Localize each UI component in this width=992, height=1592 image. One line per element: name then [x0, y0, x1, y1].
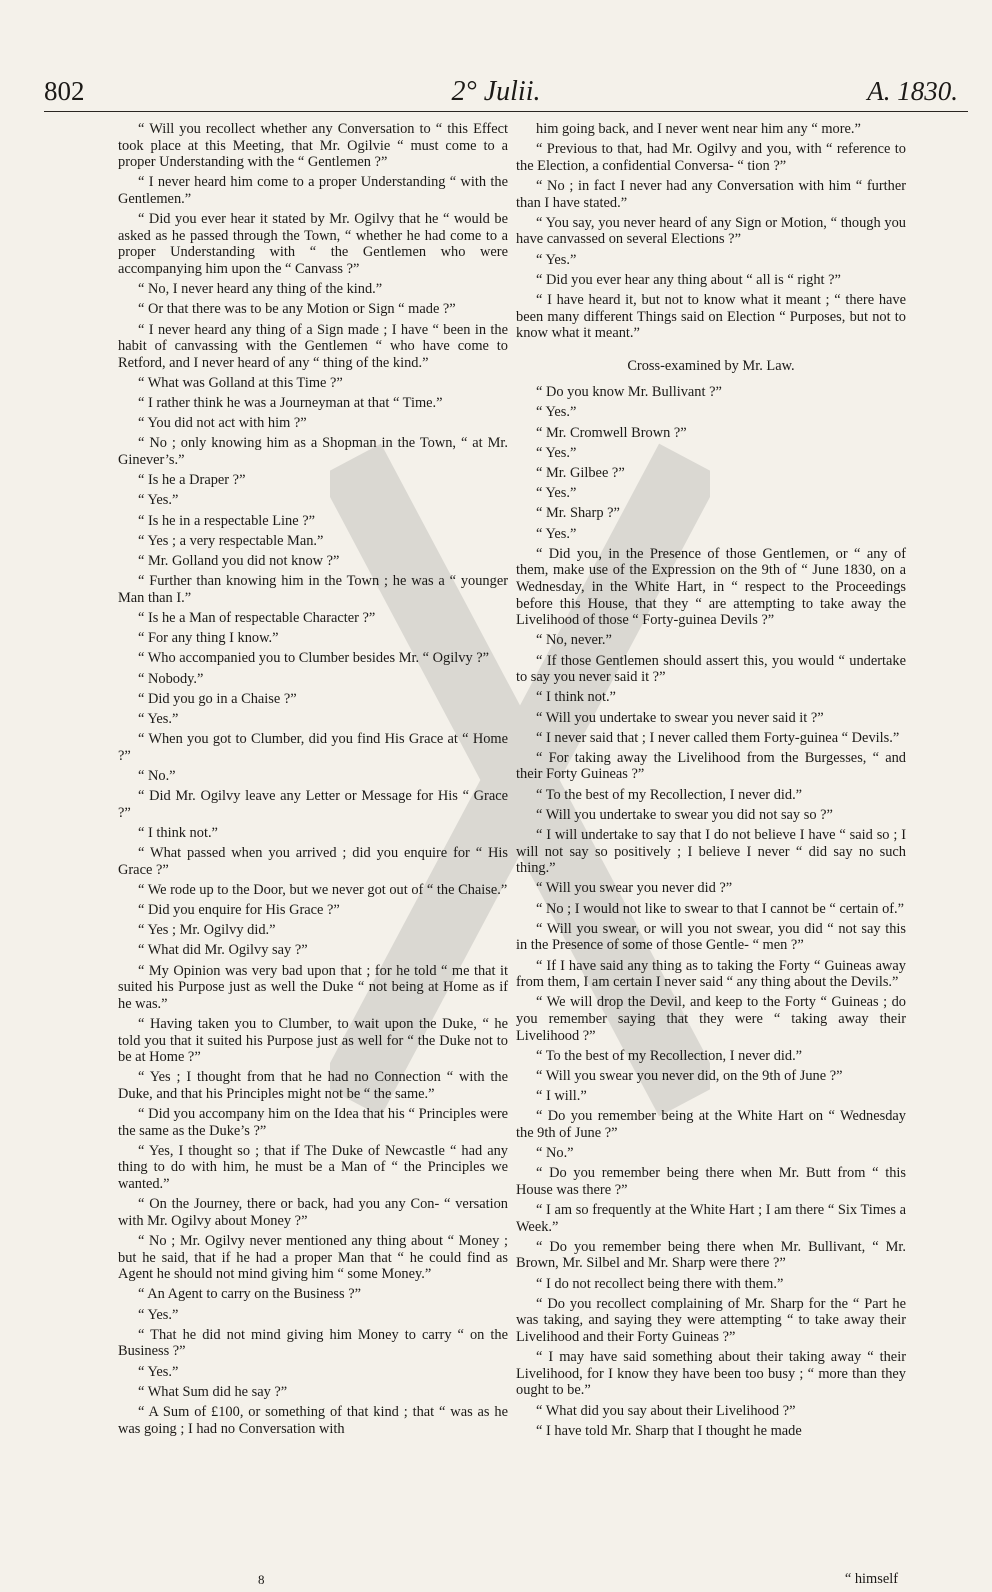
right-column-top: [516, 121, 906, 342]
testimony-paragraph: “ My Opinion was very bad upon that ; for he told “ me that it suited his Purpose just as well the Duke “ not being at Home as if he was.”: [118, 962, 508, 1012]
testimony-paragraph: “ What did you say about their Livelihood ?”: [536, 1402, 796, 1419]
testimony-paragraph: “ No ; only knowing him as a Shopman in the Town, “ at Mr. Ginever’s.”: [118, 435, 508, 469]
testimony-paragraph: “ Yes.”: [138, 710, 179, 727]
testimony-paragraph: “ I will undertake to say that I do not believe I have “ said so ; I will not say so positively ; I believe I never “ did say no such thing.”: [516, 827, 906, 877]
testimony-paragraph: “ Did you, in the Presence of those Gentlemen, or “ any of them, make use of the Expression on the 9th of “ June 1830, on a Wednesday, in the White Hart, in “ respect to the Proceedings before this House, that they “ are attempting to take away the Livelihood of those “ Forty-guinea Devils ?”: [516, 545, 906, 629]
testimony-paragraph: “ We will drop the Devil, and keep to the Forty “ Guineas ; do you remember saying that they were “ taking away their Livelihood ?”: [516, 994, 906, 1044]
testimony-paragraph: “ I think not.”: [536, 689, 616, 706]
testimony-paragraph: “ If I have said any thing as to taking the Forty “ Guineas away from them, I am certain I never said “ any thing about the Devils.”: [516, 957, 906, 991]
testimony-paragraph: “ Further than knowing him in the Town ; he was a “ younger Man than I.”: [118, 573, 508, 606]
testimony-paragraph: “ Will you swear you never did, on the 9th of June ?”: [536, 1067, 843, 1084]
testimony-paragraph: “ What did Mr. Ogilvy say ?”: [138, 942, 308, 959]
cross-examination-heading: Cross-examined by Mr. Law.: [627, 357, 795, 374]
testimony-paragraph: “ No.”: [138, 767, 176, 784]
header-rule: [44, 111, 968, 112]
catchword: “ himself: [844, 1571, 898, 1587]
testimony-paragraph: “ Nobody.”: [138, 670, 204, 687]
testimony-paragraph: “ Yes.”: [138, 1306, 179, 1323]
testimony-paragraph: “ For taking away the Livelihood from the Burgesses, “ and their Forty Guineas ?”: [516, 749, 906, 783]
testimony-paragraph: “ When you got to Clumber, did you find His Grace at “ Home ?”: [118, 731, 508, 764]
testimony-paragraph: “ I am so frequently at the White Hart ; I am there “ Six Times a Week.”: [516, 1202, 906, 1235]
page-date: 2° Julii.: [451, 76, 541, 107]
testimony-paragraph: “ What was Golland at this Time ?”: [138, 374, 343, 391]
testimony-paragraph: “ Mr. Sharp ?”: [536, 505, 620, 522]
signature-mark: 8: [258, 1572, 265, 1587]
testimony-paragraph: “ Yes.”: [138, 1363, 179, 1380]
testimony-paragraph: “ I rather think he was a Journeyman at that “ Time.”: [138, 395, 443, 412]
right-column-bottom: [516, 384, 906, 1439]
testimony-paragraph: “ Will you recollect whether any Conversation to “ this Effect took place at this Meeting, that Mr. Ogilvie “ must come to a proper Understanding with the “ Gentlemen ?”: [118, 121, 508, 171]
testimony-paragraph: “ Previous to that, had Mr. Ogilvy and you, with “ reference to the Election, a confidential Conversa- “ tion ?”: [516, 141, 906, 174]
testimony-paragraph: “ Yes.”: [536, 525, 577, 542]
testimony-paragraph: “ I never said that ; I never called them Forty-guinea “ Devils.”: [536, 729, 900, 746]
testimony-paragraph: “ You did not act with him ?”: [138, 415, 307, 432]
testimony-paragraph: “ I will.”: [536, 1088, 587, 1105]
testimony-paragraph: “ Will you swear you never did ?”: [536, 880, 733, 897]
testimony-paragraph: “ Did you accompany him on the Idea that his “ Principles were the same as the Duke’s ?”: [118, 1106, 508, 1139]
left-column: [118, 121, 508, 1441]
testimony-paragraph: “ I have told Mr. Sharp that I thought he made: [536, 1422, 802, 1439]
testimony-paragraph: “ Yes.”: [536, 485, 577, 502]
testimony-paragraph: “ Yes, I thought so ; that if The Duke of Newcastle “ had any thing to do with him, he must be a Man of “ the Principles we wanted.”: [118, 1142, 508, 1193]
testimony-paragraph: “ I may have said something about their taking away “ their Livelihood, for I know they have been too busy ; “ more than they ought to be.”: [516, 1349, 906, 1399]
testimony-paragraph: “ No, never.”: [536, 632, 612, 649]
testimony-paragraph: “ Yes.”: [536, 444, 577, 461]
testimony-paragraph: “ Mr. Golland you did not know ?”: [138, 552, 340, 569]
testimony-paragraph: “ Will you undertake to swear you did not say so ?”: [536, 806, 833, 823]
testimony-paragraph: “ Is he a Man of respectable Character ?”: [138, 609, 376, 626]
testimony-paragraph: “ I do not recollect being there with them.”: [536, 1275, 784, 1292]
testimony-paragraph: “ For any thing I know.”: [138, 630, 279, 647]
testimony-paragraph: “ On the Journey, there or back, had you any Con- “ versation with Mr. Ogilvy about Money ?”: [118, 1196, 508, 1229]
testimony-paragraph: “ A Sum of £100, or something of that kind ; that “ was as he was going ; I had no Conversation with: [118, 1403, 508, 1437]
testimony-paragraph: “ Will you swear, or will you not swear, you did “ not say this in the Presence of some of those Gentle- “ men ?”: [516, 920, 906, 954]
testimony-paragraph: “ No ; Mr. Ogilvy never mentioned any thing about “ Money ; but he said, that if he had a proper Man that “ he could find as Agent he should not mind giving him “ some Money.”: [118, 1233, 508, 1283]
testimony-paragraph: “ What Sum did he say ?”: [138, 1383, 288, 1400]
testimony-paragraph: “ No ; I would not like to swear to that I cannot be “ certain of.”: [536, 900, 905, 917]
testimony-paragraph: “ Did you ever hear any thing about “ all is “ right ?”: [536, 271, 841, 288]
testimony-paragraph: “ Yes ; Mr. Ogilvy did.”: [138, 922, 276, 939]
testimony-paragraph: “ No, I never heard any thing of the kind.”: [138, 281, 383, 298]
testimony-paragraph: “ Is he a Draper ?”: [138, 472, 246, 489]
testimony-paragraph: “ What passed when you arrived ; did you enquire for “ His Grace ?”: [118, 845, 508, 878]
testimony-paragraph: “ I never heard any thing of a Sign made ; I have “ been in the habit of canvassing with the Gentlemen “ who have come to Retford, and I never heard of any “ thing of the kind.”: [118, 321, 508, 371]
testimony-paragraph: “ Will you undertake to swear you never said it ?”: [536, 709, 824, 726]
page-number: 802: [44, 76, 85, 106]
right-column: [516, 121, 906, 1443]
testimony-paragraph: “ Is he in a respectable Line ?”: [138, 512, 315, 529]
testimony-paragraph: “ I think not.”: [138, 824, 218, 841]
testimony-paragraph: “ Yes.”: [138, 492, 179, 509]
page-year: A. 1830.: [867, 76, 958, 106]
testimony-paragraph: “ Do you remember being there when Mr. Bullivant, “ Mr. Brown, Mr. Silbel and Mr. Sharp were there ?”: [516, 1238, 906, 1272]
testimony-paragraph: “ Or that there was to be any Motion or Sign “ made ?”: [138, 301, 456, 318]
testimony-paragraph: “ I have heard it, but not to know what it meant ; “ there have been many different Things said on Election “ Purposes, but not to know what it meant.”: [516, 291, 906, 342]
testimony-paragraph: “ No ; in fact I never had any Conversation with him “ further than I have stated.”: [516, 177, 906, 211]
testimony-paragraph: “ Did you go in a Chaise ?”: [138, 690, 297, 707]
testimony-paragraph: “ Did you ever hear it stated by Mr. Ogilvy that he “ would be asked as he passed through the Town, “ whether he had come to a proper Understanding with “ the Gentlemen who were accompanying him upon the “ Canvass ?”: [118, 211, 508, 277]
testimony-paragraph: “ No.”: [536, 1145, 574, 1162]
testimony-paragraph: “ Yes.”: [536, 404, 577, 421]
testimony-paragraph: “ Do you remember being at the White Hart on “ Wednesday the 9th of June ?”: [516, 1108, 906, 1141]
testimony-paragraph: “ Do you know Mr. Bullivant ?”: [536, 384, 722, 401]
testimony-paragraph: “ To the best of my Recollection, I never did.”: [536, 1047, 803, 1064]
testimony-paragraph: “ Having taken you to Clumber, to wait upon the Duke, “ he told you that it suited his Purpose just as well for “ the Duke not to be at Home ?”: [118, 1015, 508, 1066]
testimony-paragraph: “ Do you remember being there when Mr. Butt from “ this House was there ?”: [516, 1165, 906, 1198]
testimony-paragraph: him going back, and I never went near him any “ more.”: [536, 121, 861, 137]
testimony-paragraph: “ I never heard him come to a proper Understanding “ with the Gentlemen.”: [118, 174, 508, 207]
testimony-paragraph: “ Mr. Cromwell Brown ?”: [536, 424, 687, 441]
testimony-paragraph: “ Mr. Gilbee ?”: [536, 465, 625, 482]
testimony-paragraph: “ We rode up to the Door, but we never got out of “ the Chaise.”: [138, 881, 508, 898]
testimony-paragraph: “ Do you recollect complaining of Mr. Sharp for the “ Part he was taking, and saying they were attempting “ to take away their Livelihood and their Forty Guineas ?”: [516, 1295, 906, 1345]
testimony-paragraph: “ Yes ; a very respectable Man.”: [138, 532, 324, 549]
testimony-paragraph: “ Yes.”: [536, 251, 577, 268]
testimony-paragraph: “ Yes ; I thought from that he had no Connection “ with the Duke, and that his Principles might not be “ the same.”: [118, 1069, 508, 1102]
testimony-paragraph: “ Did Mr. Ogilvy leave any Letter or Message for His “ Grace ?”: [118, 788, 508, 821]
testimony-paragraph: “ If those Gentlemen should assert this, you would “ undertake to say you never said it ?”: [516, 652, 906, 686]
testimony-paragraph: “ Did you enquire for His Grace ?”: [138, 901, 340, 918]
testimony-paragraph: “ You say, you never heard of any Sign or Motion, “ though you have canvassed on several Elections ?”: [516, 214, 906, 248]
testimony-paragraph: “ That he did not mind giving him Money to carry “ on the Business ?”: [118, 1326, 508, 1360]
testimony-paragraph: “ To the best of my Recollection, I never did.”: [536, 786, 803, 803]
testimony-paragraph: “ Who accompanied you to Clumber besides Mr. “ Ogilvy ?”: [138, 650, 490, 667]
testimony-paragraph: “ An Agent to carry on the Business ?”: [138, 1286, 362, 1303]
